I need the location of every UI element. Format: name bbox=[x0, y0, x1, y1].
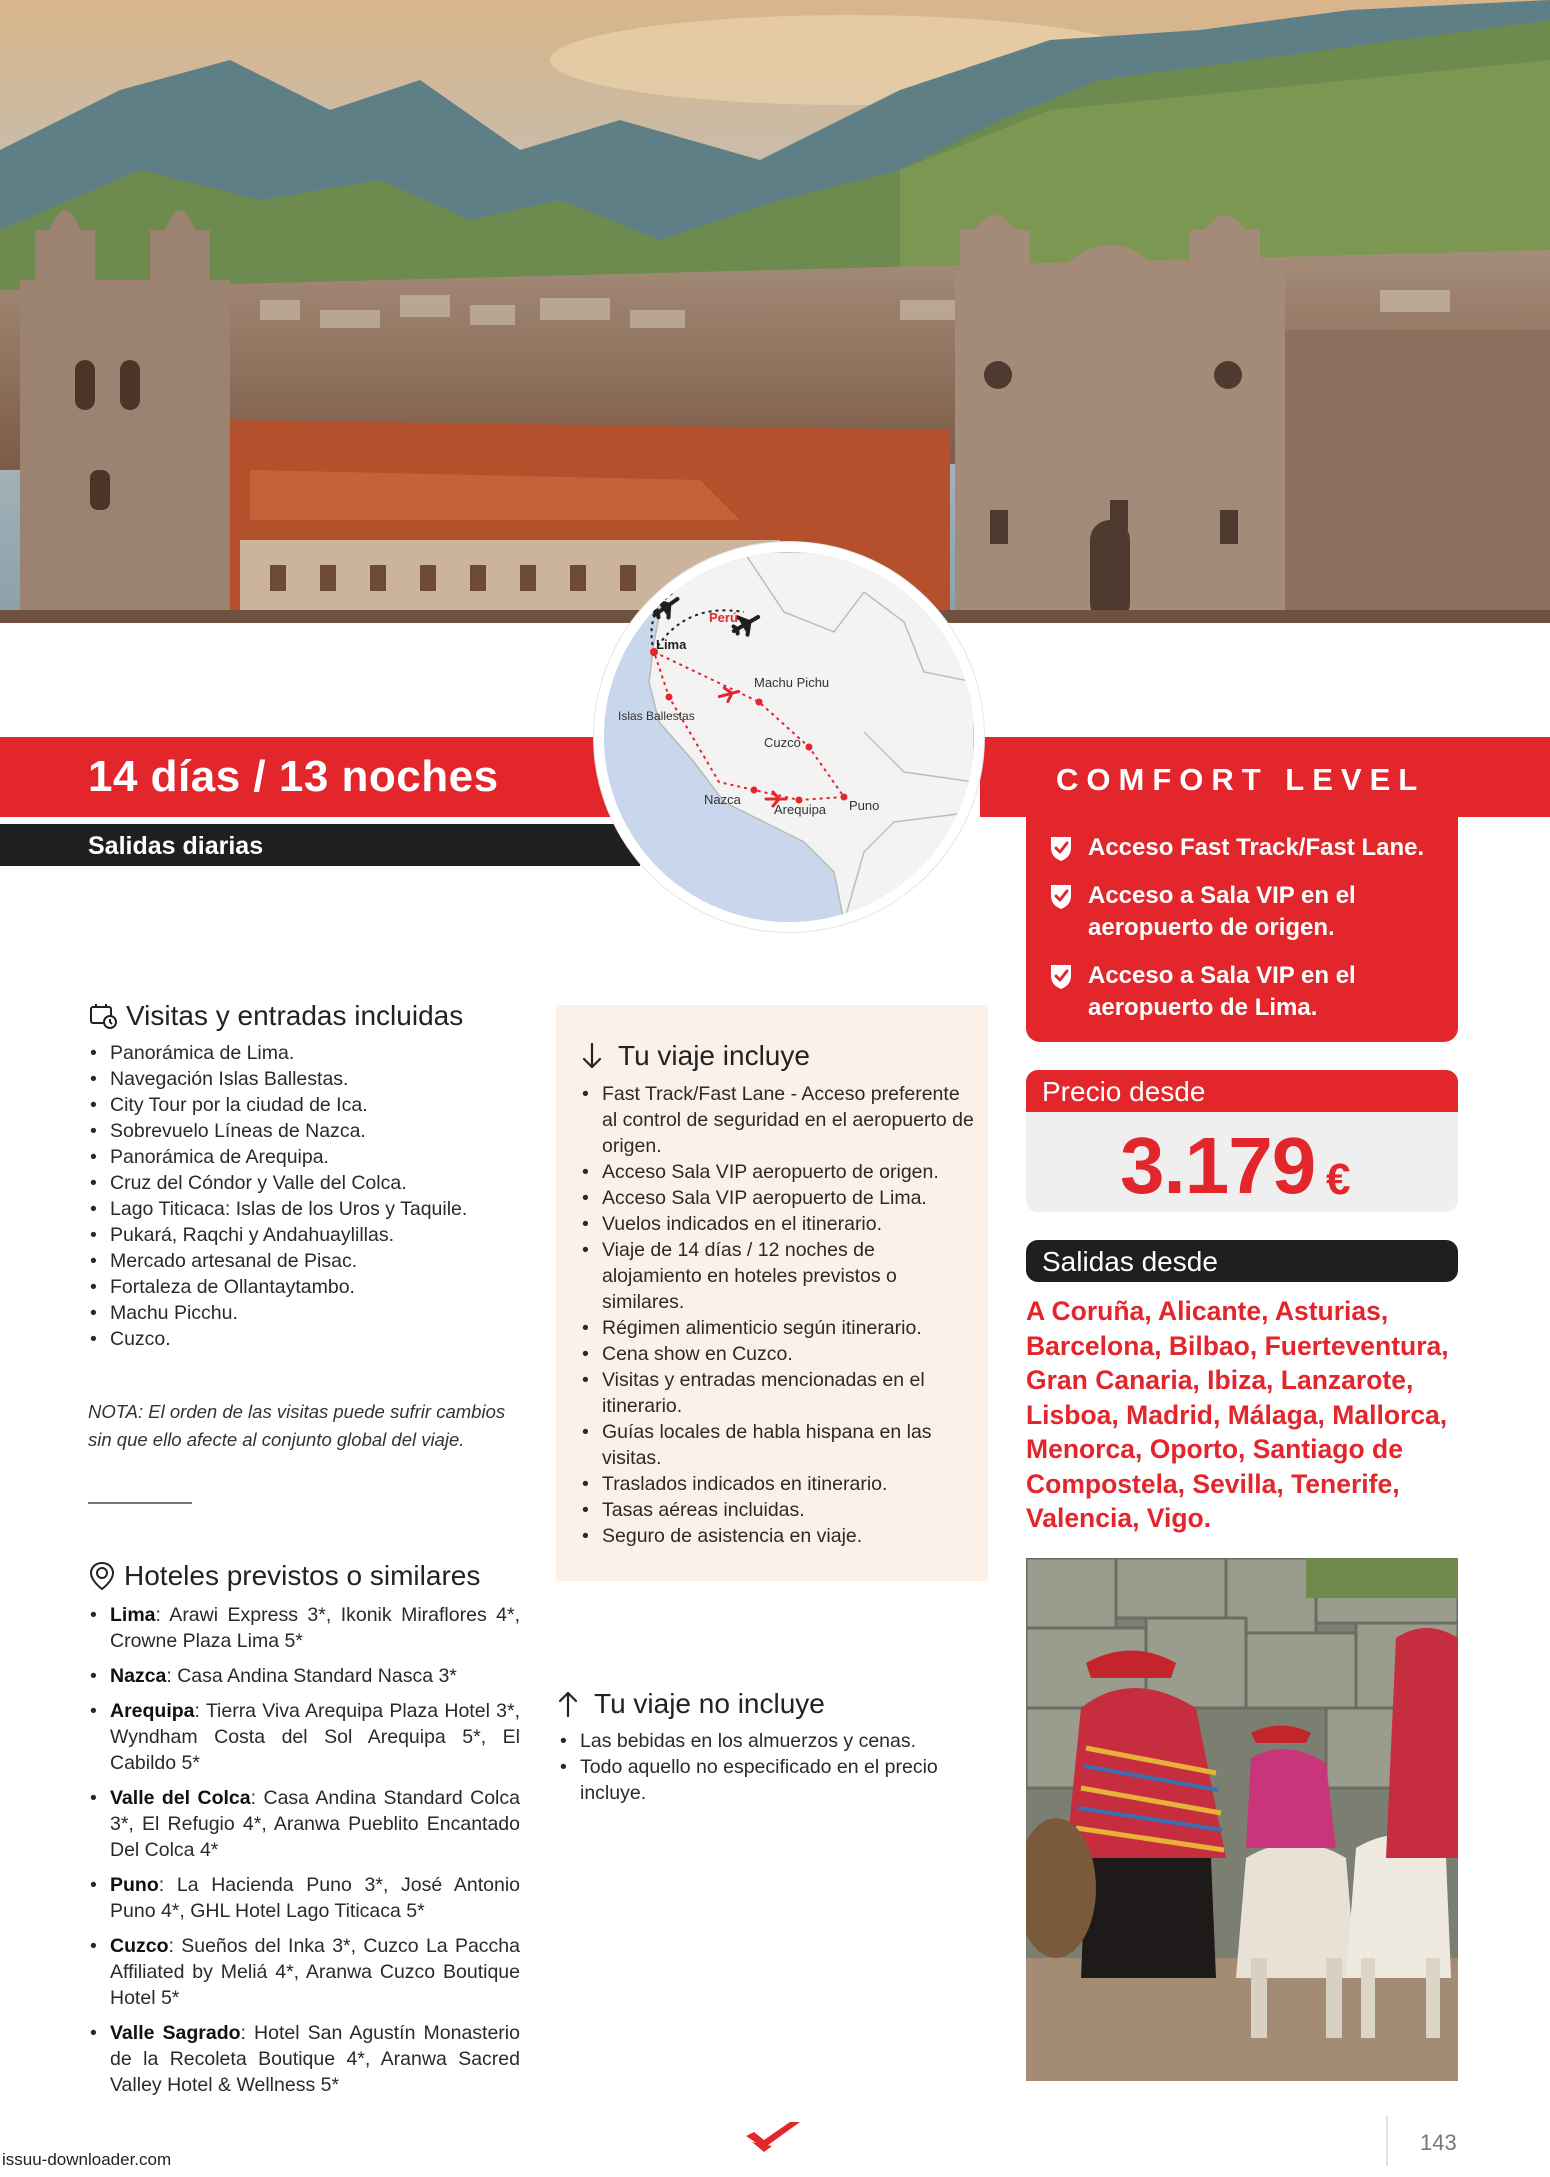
photo-women-with-llamas bbox=[1026, 1558, 1458, 2081]
page-number-divider bbox=[1386, 2116, 1388, 2166]
hotel-names: : Hotel San Agustín Monasterio de la Recoleta Boutique 4*, Aranwa Sacred Valley Hotel & Wellness 5* bbox=[110, 2022, 520, 2096]
hotel-names: : Tierra Viva Arequipa Plaza Hotel 3*, Wyndham Costa del Sol Arequipa 5*, El Cabildo 5* bbox=[110, 1700, 520, 1774]
list-item: • Guías locales de habla hispana en las visitas. bbox=[580, 1419, 975, 1471]
list-item: • Tasas aéreas incluidas. bbox=[580, 1497, 975, 1523]
visits-note: NOTA: El orden de las visitas puede sufrir cambios sin que ello afecte al conjunto global del viaje. bbox=[88, 1401, 506, 1450]
list-item: • Acceso Sala VIP aeropuerto de origen. bbox=[580, 1159, 975, 1185]
visits-title: Visitas y entradas incluidas bbox=[126, 1000, 464, 1031]
map-label-arequipa: Arequipa bbox=[774, 802, 827, 817]
hotels-heading bbox=[88, 1560, 480, 1592]
hotel-item bbox=[88, 1872, 520, 1924]
hotel-names: : Arawi Express 3*, Ikonik Miraflores 4*, Crowne Plaza Lima 5* bbox=[110, 1604, 520, 1652]
hotels-list bbox=[88, 1602, 520, 2107]
section-divider bbox=[88, 1502, 192, 1504]
hotel-names: : La Hacienda Puno 3*, José Antonio Puno 4*, GHL Hotel Lago Titicaca 5* bbox=[110, 1874, 520, 1922]
list-item: • Régimen alimenticio según itinerario. bbox=[580, 1315, 975, 1341]
brand-logo bbox=[742, 2118, 804, 2158]
list-item: • Visitas y entradas mencionadas en el itinerario. bbox=[580, 1367, 975, 1419]
hero-photo-cuzco bbox=[0, 0, 1550, 623]
trip-duration: 14 días / 13 noches bbox=[88, 752, 499, 801]
excludes-heading bbox=[556, 1688, 825, 1720]
hotel-item bbox=[88, 1785, 520, 1863]
hotel-names: : Casa Andina Standard Nasca 3* bbox=[166, 1665, 457, 1687]
hotel-city: Lima bbox=[110, 1604, 156, 1626]
comfort-item bbox=[1048, 832, 1438, 864]
list-item: • Fast Track/Fast Lane - Acceso preferente al control de seguridad en el aeropuerto de origen. bbox=[580, 1081, 975, 1159]
list-item: • Panorámica de Arequipa. bbox=[88, 1144, 528, 1170]
shield-check-icon bbox=[1048, 882, 1074, 910]
hotel-city: Cuzco bbox=[110, 1935, 169, 1957]
list-item: • City Tour por la ciudad de Ica. bbox=[88, 1092, 528, 1118]
includes-heading bbox=[580, 1040, 810, 1072]
list-item: • Cuzco. bbox=[88, 1326, 528, 1352]
comfort-item-label: Acceso a Sala VIP en el aeropuerto de origen. bbox=[1088, 882, 1356, 941]
list-item: • Acceso Sala VIP aeropuerto de Lima. bbox=[580, 1185, 975, 1211]
price-value: 3.179 bbox=[1120, 1121, 1316, 1210]
location-pin-icon bbox=[88, 1561, 116, 1591]
map-label-islas-ballestas: Islas Ballestas bbox=[618, 709, 695, 723]
list-item: • Todo aquello no especificado en el precio incluye. bbox=[558, 1754, 968, 1806]
departures-daily-label: Salidas diarias bbox=[88, 832, 264, 860]
hotel-item bbox=[88, 1933, 520, 2011]
map-label-lima: Lima bbox=[656, 637, 687, 652]
departure-cities: A Coruña, Alicante, Asturias, Barcelona, Bilbao, Fuerteventura, Gran Canaria, Ibiza, Lanzarote, Lisboa, Madrid, Málaga, Mallorca, Menorca, Oporto, Santiago de Compostela, Sevilla, Tenerife, Valencia, Vigo. bbox=[1026, 1296, 1449, 1533]
map-label-country: Perú bbox=[709, 610, 738, 625]
comfort-item-label: Acceso a Sala VIP en el aeropuerto de Lima. bbox=[1088, 962, 1356, 1021]
list-item: • Viaje de 14 días / 12 noches de alojamiento en hoteles previstos o similares. bbox=[580, 1237, 975, 1315]
hotel-city: Puno bbox=[110, 1874, 159, 1896]
map-label-machu-pichu: Machu Pichu bbox=[754, 675, 830, 690]
hotels-title: Hoteles previstos o similares bbox=[124, 1560, 481, 1591]
list-item: • Cruz del Cóndor y Valle del Colca. bbox=[88, 1170, 528, 1196]
shield-check-icon bbox=[1048, 834, 1074, 862]
list-item: • Cena show en Cuzco. bbox=[580, 1341, 975, 1367]
hotel-item bbox=[88, 2020, 520, 2098]
hotel-names: : Sueños del Inka 3*, Cuzco La Paccha Affiliated by Meliá 4*, Aranwa Cuzco Boutique Hotel 5* bbox=[110, 1935, 520, 2009]
list-item: • Fortaleza de Ollantaytambo. bbox=[88, 1274, 528, 1300]
list-item: • Seguro de asistencia en viaje. bbox=[580, 1523, 975, 1549]
hotel-item bbox=[88, 1602, 520, 1654]
list-item: • Mercado artesanal de Pisac. bbox=[88, 1248, 528, 1274]
departures-label: Salidas desde bbox=[1042, 1246, 1218, 1277]
list-item: • Sobrevuelo Líneas de Nazca. bbox=[88, 1118, 528, 1144]
list-item: • Machu Picchu. bbox=[88, 1300, 528, 1326]
shield-check-icon bbox=[1048, 962, 1074, 990]
comfort-item bbox=[1048, 880, 1438, 944]
price-currency: € bbox=[1326, 1155, 1351, 1204]
comfort-item-label: Acceso Fast Track/Fast Lane. bbox=[1088, 834, 1425, 861]
comfort-item bbox=[1048, 960, 1438, 1024]
route-map bbox=[594, 542, 984, 932]
list-item: • Vuelos indicados en el itinerario. bbox=[580, 1211, 975, 1237]
list-item: • Pukará, Raqchi y Andahuaylillas. bbox=[88, 1222, 528, 1248]
hotel-city: Valle del Colca bbox=[110, 1787, 251, 1809]
visits-list bbox=[88, 1040, 528, 1352]
hotel-item bbox=[88, 1698, 520, 1776]
list-item: • Lago Titicaca: Islas de los Uros y Taquile. bbox=[88, 1196, 528, 1222]
ticket-icon bbox=[88, 1001, 118, 1031]
list-item: • Las bebidas en los almuerzos y cenas. bbox=[558, 1728, 968, 1754]
arrow-down-icon bbox=[580, 1041, 604, 1071]
list-item: • Panorámica de Lima. bbox=[88, 1040, 528, 1066]
arrow-up-icon bbox=[556, 1689, 580, 1719]
page-number: 143 bbox=[1420, 2130, 1457, 2155]
watermark: issuu-downloader.com bbox=[2, 2150, 172, 2169]
hotel-item bbox=[88, 1663, 520, 1689]
hotel-names: : Casa Andina Standard Colca 3*, El Refugio 4*, Aranwa Pueblito Encantado Del Colca 4* bbox=[110, 1787, 520, 1861]
map-label-nazca: Nazca bbox=[704, 792, 741, 807]
list-item: • Traslados indicados en itinerario. bbox=[580, 1471, 975, 1497]
hotel-city: Arequipa bbox=[110, 1700, 195, 1722]
price-label: Precio desde bbox=[1042, 1076, 1206, 1107]
map-label-puno: Puno bbox=[849, 798, 880, 813]
includes-title: Tu viaje incluye bbox=[618, 1040, 810, 1071]
includes-list bbox=[580, 1081, 975, 1549]
hotel-city: Nazca bbox=[110, 1665, 167, 1687]
hotel-city: Valle Sagrado bbox=[110, 2022, 241, 2044]
map-label-cuzco: Cuzco bbox=[764, 735, 801, 750]
comfort-level-title: COMFORT LEVEL bbox=[1056, 762, 1426, 797]
excludes-list bbox=[558, 1728, 968, 1806]
visits-heading bbox=[88, 1000, 463, 1032]
excludes-title: Tu viaje no incluye bbox=[594, 1688, 825, 1719]
list-item: • Navegación Islas Ballestas. bbox=[88, 1066, 528, 1092]
comfort-level-box bbox=[1026, 810, 1458, 1042]
